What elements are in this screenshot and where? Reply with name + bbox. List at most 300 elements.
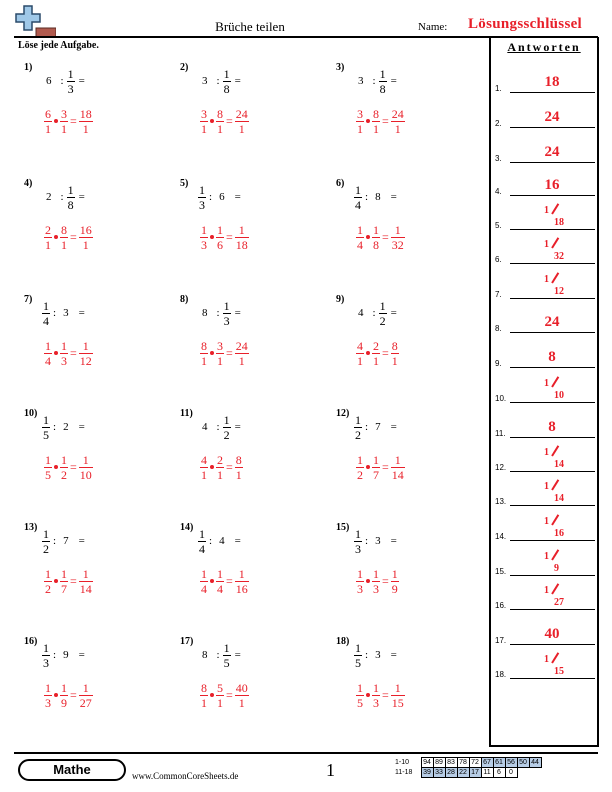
answer-number: 4.	[495, 187, 502, 196]
problem-question	[198, 410, 245, 444]
equals-sign: =	[234, 535, 241, 547]
site-url: www.CommonCoreSheets.de	[132, 771, 239, 781]
answer-fraction	[522, 378, 582, 402]
denominator: 3	[201, 237, 207, 252]
numerator: 4	[201, 452, 207, 467]
solution-result	[79, 224, 93, 251]
score-table	[395, 757, 542, 778]
solution-fraction	[372, 108, 380, 135]
answer-numerator: 1	[544, 378, 549, 389]
numerator: 1	[394, 452, 401, 467]
denominator: 7	[61, 581, 67, 596]
numerator: 1	[355, 182, 361, 197]
numerator: 1	[61, 452, 67, 467]
numerator: 8	[391, 338, 398, 353]
solution-result	[235, 682, 249, 709]
solution-result	[235, 568, 249, 595]
problem-solution	[356, 336, 399, 370]
problem-question	[354, 410, 401, 444]
answer-number: 11.	[495, 429, 506, 438]
equals-sign: =	[226, 459, 233, 474]
equals-sign: =	[226, 113, 233, 128]
problem-solution	[356, 678, 405, 712]
numerator: 1	[43, 526, 49, 541]
fraction-slash	[551, 479, 559, 490]
denominator: 4	[43, 313, 49, 328]
denominator: 3	[45, 695, 51, 710]
numerator: 18	[79, 106, 92, 121]
numerator: 1	[357, 680, 363, 695]
answer-numerator: 1	[544, 481, 549, 492]
whole-number: 2	[63, 421, 69, 433]
denominator: 9	[61, 695, 67, 710]
fraction-slash	[551, 272, 559, 283]
answer-denominator: 16	[554, 528, 564, 539]
denominator: 3	[61, 353, 67, 368]
denominator: 1	[357, 353, 363, 368]
numerator: 24	[235, 338, 248, 353]
equals-sign: =	[226, 345, 233, 360]
multiply-dot	[210, 351, 214, 355]
multiply-dot	[54, 119, 58, 123]
answer-value: 8	[548, 349, 556, 365]
answer-number: 18.	[495, 670, 507, 679]
equals-sign: =	[70, 345, 77, 360]
equals-sign: =	[234, 307, 241, 319]
solution-result	[235, 224, 249, 251]
problem-solution	[200, 678, 249, 712]
answer-line	[510, 229, 595, 230]
subject-badge: Mathe	[18, 759, 126, 781]
numerator: 3	[201, 106, 207, 121]
answer-value: 40	[544, 626, 560, 642]
equals-sign: =	[382, 459, 389, 474]
denominator: 1	[235, 467, 242, 482]
whole-number: 3	[375, 535, 381, 547]
divide-sign: :	[209, 535, 213, 547]
solution-fraction	[216, 568, 224, 595]
problem-number: 18)	[336, 636, 350, 647]
problem-solution	[200, 220, 249, 254]
denominator: 6	[217, 237, 223, 252]
fraction-slash	[551, 514, 559, 525]
problem-solution	[200, 104, 249, 138]
answer-numerator: 1	[544, 274, 549, 285]
score-cell: 56	[505, 758, 517, 768]
score-cell: 39	[421, 768, 433, 778]
numerator: 1	[223, 66, 230, 81]
problem-question	[198, 64, 245, 98]
problem-number: 11)	[180, 408, 193, 419]
whole-number: 3	[202, 75, 208, 87]
equals-sign: =	[70, 687, 77, 702]
score-cell: 28	[445, 768, 457, 778]
answer-fraction	[522, 447, 582, 471]
fraction	[223, 68, 231, 95]
numerator: 1	[82, 452, 89, 467]
problem-solution	[356, 220, 405, 254]
problem-solution	[44, 564, 93, 598]
solution-result	[79, 568, 93, 595]
problem-question	[42, 296, 89, 330]
solution-result	[391, 568, 399, 595]
problem-number: 15)	[336, 522, 350, 533]
numerator: 1	[373, 222, 379, 237]
fraction	[67, 68, 75, 95]
equals-sign: =	[226, 573, 233, 588]
solution-result	[391, 682, 405, 709]
equals-sign: =	[390, 307, 397, 319]
numerator: 8	[61, 222, 67, 237]
solution-fraction	[356, 454, 364, 481]
numerator: 1	[357, 452, 363, 467]
problem-solution	[200, 336, 249, 370]
divide-sign: :	[53, 421, 57, 433]
equals-sign: =	[70, 459, 77, 474]
problem-number: 17)	[180, 636, 194, 647]
numerator: 1	[67, 66, 74, 81]
whole-number: 3	[375, 649, 381, 661]
answer-number: 5.	[495, 221, 502, 230]
solution-fraction	[216, 108, 224, 135]
whole-number: 8	[375, 191, 381, 203]
denominator: 1	[217, 353, 223, 368]
solution-fraction	[356, 682, 364, 709]
denominator: 1	[82, 237, 89, 252]
numerator: 3	[61, 106, 67, 121]
denominator: 27	[79, 695, 92, 710]
whole-number: 8	[202, 307, 208, 319]
whole-number: 6	[219, 191, 225, 203]
multiply-dot	[210, 579, 214, 583]
answer-line	[510, 540, 595, 541]
numerator: 8	[201, 338, 207, 353]
answer-fraction	[522, 274, 582, 298]
numerator: 1	[238, 222, 245, 237]
footer-divider	[14, 752, 598, 754]
equals-sign: =	[234, 421, 241, 433]
denominator: 2	[355, 427, 361, 442]
divide-sign: :	[60, 191, 64, 203]
score-cell: 50	[517, 758, 529, 768]
answer-denominator: 9	[554, 563, 559, 574]
solution-result	[79, 682, 93, 709]
fraction	[354, 642, 362, 669]
numerator: 1	[217, 222, 223, 237]
denominator: 9	[391, 581, 398, 596]
problem-question	[42, 638, 89, 672]
score-cell: 33	[433, 768, 445, 778]
answer-denominator: 27	[554, 597, 564, 608]
denominator: 4	[357, 237, 363, 252]
answer-denominator: 12	[554, 286, 564, 297]
whole-number: 3	[63, 307, 69, 319]
solution-result	[79, 108, 93, 135]
solution-fraction	[44, 682, 52, 709]
solution-fraction	[356, 224, 364, 251]
denominator: 1	[61, 237, 67, 252]
solution-fraction	[44, 224, 52, 251]
multiply-dot	[54, 351, 58, 355]
answer-fraction	[522, 654, 582, 678]
solution-result	[79, 454, 93, 481]
answer-line	[510, 162, 595, 163]
denominator: 1	[201, 121, 207, 136]
answer-line	[510, 332, 595, 333]
page-title: Brüche teilen	[215, 19, 285, 34]
answer-number: 12.	[495, 463, 507, 472]
instructions: Löse jede Aufgabe.	[18, 40, 99, 51]
denominator: 5	[357, 695, 363, 710]
numerator: 16	[79, 222, 92, 237]
answer-line	[510, 402, 595, 403]
answer-denominator: 32	[554, 251, 564, 262]
divide-sign: :	[365, 191, 369, 203]
divide-sign: :	[365, 421, 369, 433]
fraction	[354, 414, 362, 441]
problem-solution	[200, 564, 249, 598]
denominator: 2	[379, 313, 386, 328]
equals-sign: =	[234, 649, 241, 661]
numerator: 1	[223, 640, 230, 655]
solution-fraction	[356, 340, 364, 367]
answer-line	[510, 127, 595, 128]
numerator: 1	[43, 640, 49, 655]
denominator: 1	[357, 121, 363, 136]
whole-number: 3	[358, 75, 364, 87]
answer-line	[510, 505, 595, 506]
denominator: 3	[199, 197, 205, 212]
answer-denominator: 10	[554, 390, 564, 401]
problem-question	[354, 296, 401, 330]
numerator: 8	[201, 680, 207, 695]
answer-fraction	[522, 481, 582, 505]
denominator: 4	[199, 541, 205, 556]
denominator: 3	[357, 581, 363, 596]
multiply-dot	[366, 579, 370, 583]
answer-fraction	[522, 551, 582, 575]
answer-line	[510, 92, 595, 93]
numerator: 1	[355, 412, 361, 427]
numerator: 1	[217, 566, 223, 581]
numerator: 8	[217, 106, 223, 121]
problem-question	[354, 180, 401, 214]
score-row	[395, 768, 541, 778]
answer-fraction	[522, 239, 582, 263]
numerator: 1	[373, 680, 379, 695]
denominator: 1	[217, 121, 223, 136]
divide-sign: :	[216, 307, 220, 319]
problem-question	[198, 180, 245, 214]
score-cell: 78	[457, 758, 469, 768]
score-cell: 17	[469, 768, 481, 778]
solution-result	[391, 454, 405, 481]
solution-fraction	[200, 340, 208, 367]
problem-number: 12)	[336, 408, 350, 419]
equals-sign: =	[78, 191, 85, 203]
answer-denominator: 15	[554, 666, 564, 677]
problem-number: 7)	[24, 294, 33, 305]
fraction-slash	[551, 237, 559, 248]
answer-numerator: 1	[544, 205, 549, 216]
problem-solution	[44, 450, 93, 484]
divide-sign: :	[53, 649, 57, 661]
numerator: 1	[355, 526, 361, 541]
numerator: 1	[61, 566, 67, 581]
equals-sign: =	[390, 191, 397, 203]
answer-key-title: Lösungsschlüssel	[468, 16, 583, 32]
score-cell: 0	[505, 768, 517, 778]
fraction	[67, 184, 75, 211]
equals-sign: =	[234, 75, 241, 87]
multiply-dot	[210, 235, 214, 239]
denominator: 1	[373, 121, 379, 136]
solution-fraction	[44, 108, 52, 135]
denominator: 5	[355, 655, 361, 670]
numerator: 4	[357, 338, 363, 353]
numerator: 1	[391, 566, 398, 581]
whole-number: 4	[358, 307, 364, 319]
problem-solution	[44, 336, 93, 370]
fraction	[42, 642, 50, 669]
fraction-slash	[551, 203, 559, 214]
numerator: 24	[391, 106, 404, 121]
answer-line	[510, 609, 595, 610]
answer-number: 15.	[495, 567, 507, 576]
problem-question	[42, 524, 89, 558]
equals-sign: =	[78, 649, 85, 661]
answer-line	[510, 471, 595, 472]
denominator: 4	[355, 197, 361, 212]
denominator: 15	[391, 695, 404, 710]
solution-result	[235, 454, 243, 481]
denominator: 1	[82, 121, 89, 136]
score-row-label: 11-18	[395, 769, 413, 776]
equals-sign: =	[390, 75, 397, 87]
problem-number: 5)	[180, 178, 189, 189]
equals-sign: =	[226, 229, 233, 244]
answer-numerator: 1	[544, 239, 549, 250]
numerator: 1	[394, 680, 401, 695]
divide-sign: :	[216, 75, 220, 87]
equals-sign: =	[382, 573, 389, 588]
multiply-dot	[54, 465, 58, 469]
numerator: 5	[217, 680, 223, 695]
solution-result	[235, 108, 249, 135]
solution-result	[391, 340, 399, 367]
answer-number: 8.	[495, 324, 502, 333]
answer-value: 24	[544, 314, 560, 330]
multiply-dot	[54, 693, 58, 697]
fraction	[354, 528, 362, 555]
denominator: 4	[217, 581, 223, 596]
fraction-slash	[551, 549, 559, 560]
problem-number: 8)	[180, 294, 189, 305]
denominator: 3	[223, 313, 230, 328]
fraction	[198, 528, 206, 555]
fraction	[223, 642, 231, 669]
equals-sign: =	[78, 421, 85, 433]
problem-solution	[44, 104, 93, 138]
problem-number: 1)	[24, 62, 33, 73]
denominator: 3	[67, 81, 74, 96]
divide-sign: :	[53, 535, 57, 547]
whole-number: 2	[46, 191, 52, 203]
solution-fraction	[372, 454, 380, 481]
score-row-label: 1-10	[395, 759, 410, 766]
denominator: 32	[391, 237, 404, 252]
solution-fraction	[44, 568, 52, 595]
numerator: 1	[45, 338, 51, 353]
numerator: 1	[67, 182, 74, 197]
denominator: 1	[201, 467, 207, 482]
solution-fraction	[356, 568, 364, 595]
problem-solution	[44, 678, 93, 712]
numerator: 1	[199, 526, 205, 541]
denominator: 2	[357, 467, 363, 482]
answer-number: 3.	[495, 154, 502, 163]
answer-numerator: 1	[544, 654, 549, 665]
problem-question	[198, 638, 245, 672]
numerator: 8	[373, 106, 379, 121]
equals-sign: =	[390, 535, 397, 547]
numerator: 1	[43, 412, 49, 427]
solution-fraction	[356, 108, 364, 135]
numerator: 3	[217, 338, 223, 353]
solution-fraction	[60, 568, 68, 595]
numerator: 1	[379, 298, 386, 313]
denominator: 2	[45, 581, 51, 596]
divide-sign: :	[365, 649, 369, 661]
divide-sign: :	[209, 191, 213, 203]
score-cell: 44	[529, 758, 541, 768]
answer-fraction	[522, 205, 582, 229]
denominator: 10	[79, 467, 92, 482]
answer-number: 10.	[495, 394, 507, 403]
denominator: 2	[61, 467, 67, 482]
denominator: 3	[373, 695, 379, 710]
whole-number: 4	[202, 421, 208, 433]
equals-sign: =	[226, 687, 233, 702]
equals-sign: =	[390, 649, 397, 661]
answer-line	[510, 678, 595, 679]
numerator: 2	[45, 222, 51, 237]
numerator: 1	[394, 222, 401, 237]
solution-fraction	[200, 224, 208, 251]
answer-number: 2.	[495, 119, 502, 128]
answer-number: 1.	[495, 84, 502, 93]
problem-question	[198, 296, 245, 330]
equals-sign: =	[382, 687, 389, 702]
numerator: 1	[199, 182, 205, 197]
fraction	[42, 528, 50, 555]
equals-sign: =	[78, 307, 85, 319]
denominator: 1	[373, 353, 379, 368]
denominator: 4	[45, 353, 51, 368]
whole-number: 7	[375, 421, 381, 433]
fraction-slash	[551, 583, 559, 594]
name-label: Name:	[418, 21, 448, 33]
score-cell: 89	[433, 758, 445, 768]
numerator: 1	[223, 298, 230, 313]
whole-number: 4	[219, 535, 225, 547]
multiply-dot	[210, 465, 214, 469]
solution-fraction	[44, 454, 52, 481]
numerator: 1	[43, 298, 49, 313]
divide-sign: :	[216, 649, 220, 661]
solution-fraction	[372, 568, 380, 595]
denominator: 8	[373, 237, 379, 252]
